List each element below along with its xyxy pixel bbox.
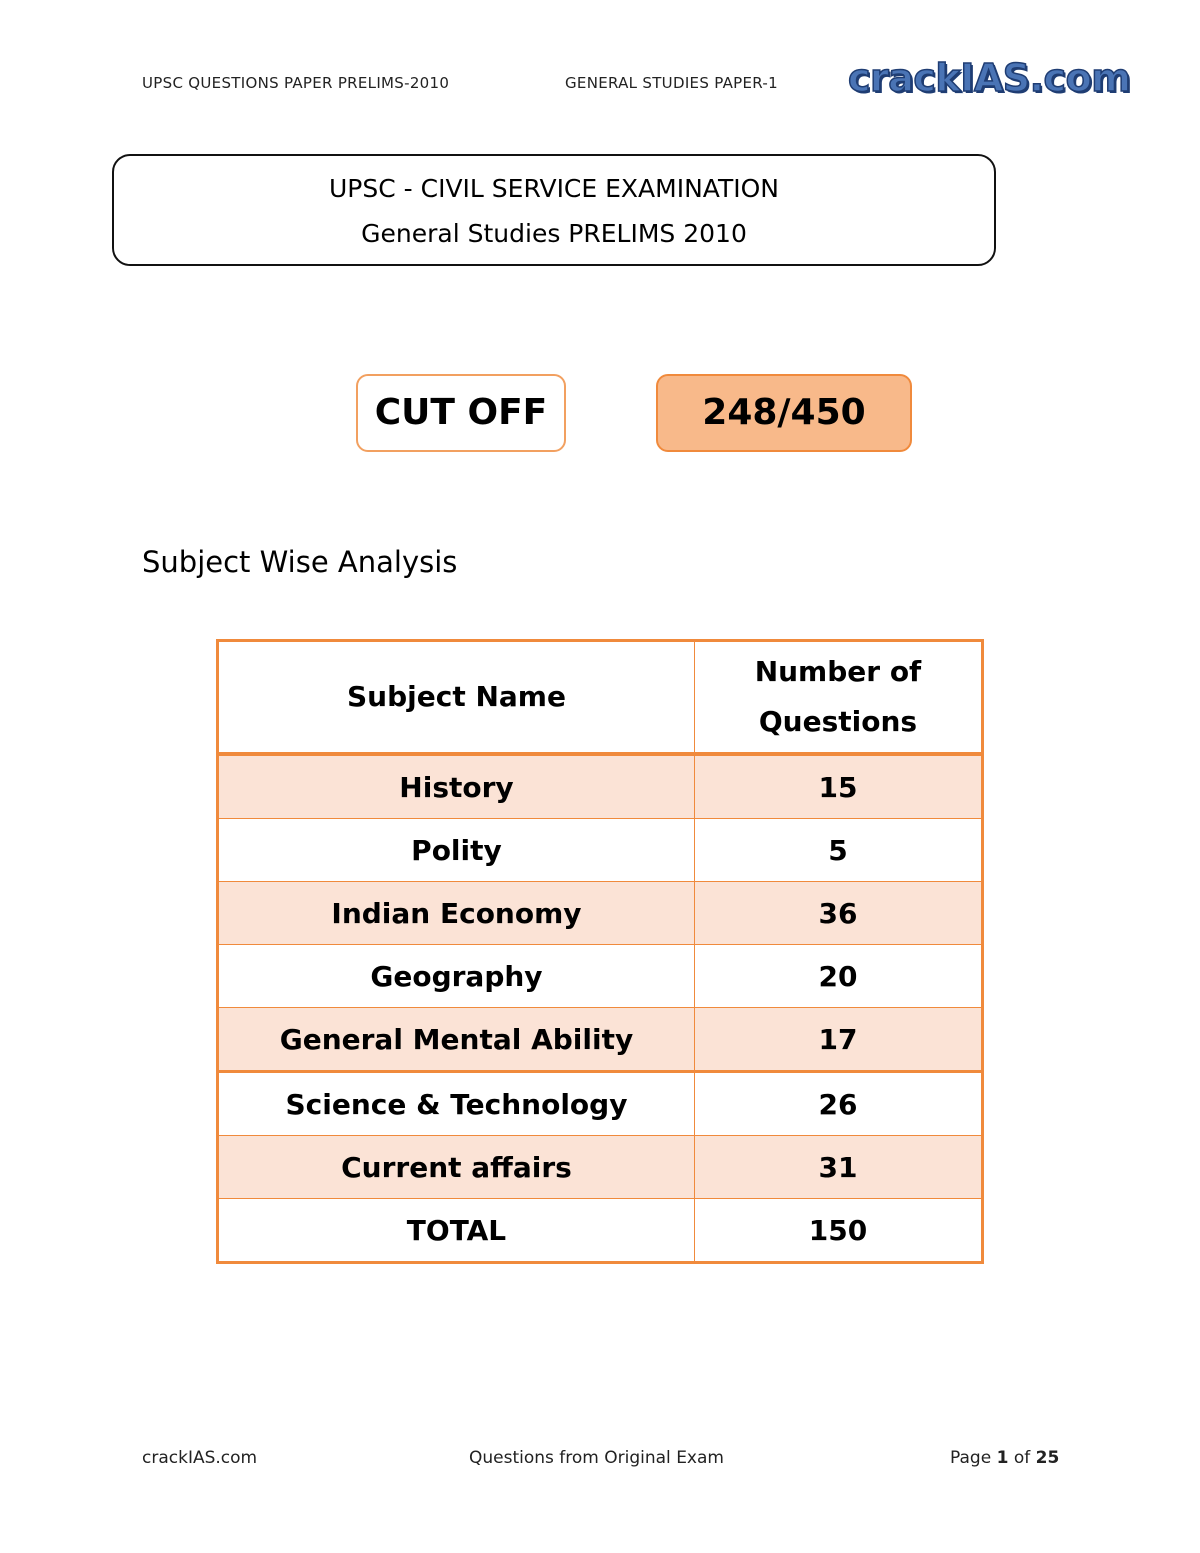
- page-number: [950, 1448, 1059, 1468]
- header-center-text: GENERAL STUDIES PAPER-1: [565, 74, 778, 92]
- cutoff-value: 248/450: [656, 374, 912, 452]
- count-cell: 150: [694, 1199, 982, 1263]
- crackias-logo: crackIAS.com: [848, 56, 1131, 100]
- subject-cell: History: [218, 754, 695, 819]
- page-of: of: [1013, 1448, 1031, 1468]
- page-word: Page: [950, 1448, 992, 1468]
- subject-cell: Science & Technology: [218, 1072, 695, 1136]
- count-cell: 36: [694, 882, 982, 945]
- subject-cell: Current affairs: [218, 1136, 695, 1199]
- count-cell: 31: [694, 1136, 982, 1199]
- count-cell: 20: [694, 945, 982, 1008]
- table-row: [218, 882, 983, 945]
- header-number-of-questions: [694, 641, 982, 755]
- subject-cell: Indian Economy: [218, 882, 695, 945]
- table-row: [218, 1136, 983, 1199]
- subject-analysis-table: [216, 639, 984, 1264]
- table-row-total: [218, 1199, 983, 1263]
- subject-cell: Polity: [218, 819, 695, 882]
- table-row: [218, 819, 983, 882]
- page-current: 1: [996, 1448, 1009, 1468]
- table-row: [218, 1008, 983, 1072]
- table-row: [218, 754, 983, 819]
- count-cell: 5: [694, 819, 982, 882]
- cutoff-label: CUT OFF: [356, 374, 566, 452]
- subject-cell: Geography: [218, 945, 695, 1008]
- footer-site-name: crackIAS.com: [142, 1448, 258, 1468]
- footer-center-text: Questions from Original Exam: [469, 1448, 724, 1468]
- count-cell: 26: [694, 1072, 982, 1136]
- header-number-of-questions-text: Number of Questions: [754, 655, 922, 738]
- count-cell: 17: [694, 1008, 982, 1072]
- title-line-2: General Studies PRELIMS 2010: [361, 219, 747, 248]
- subject-cell: TOTAL: [218, 1199, 695, 1263]
- table-row: [218, 1072, 983, 1136]
- subject-cell: General Mental Ability: [218, 1008, 695, 1072]
- section-heading: Subject Wise Analysis: [142, 545, 458, 579]
- header-subject-name: Subject Name: [218, 641, 695, 755]
- page-total: 25: [1035, 1448, 1060, 1468]
- title-box: [112, 154, 996, 266]
- header-left-text: UPSC QUESTIONS PAPER PRELIMS-2010: [142, 74, 450, 92]
- count-cell: 15: [694, 754, 982, 819]
- table-row: [218, 945, 983, 1008]
- title-line-1: UPSC - CIVIL SERVICE EXAMINATION: [329, 174, 779, 203]
- table-header-row: [218, 641, 983, 755]
